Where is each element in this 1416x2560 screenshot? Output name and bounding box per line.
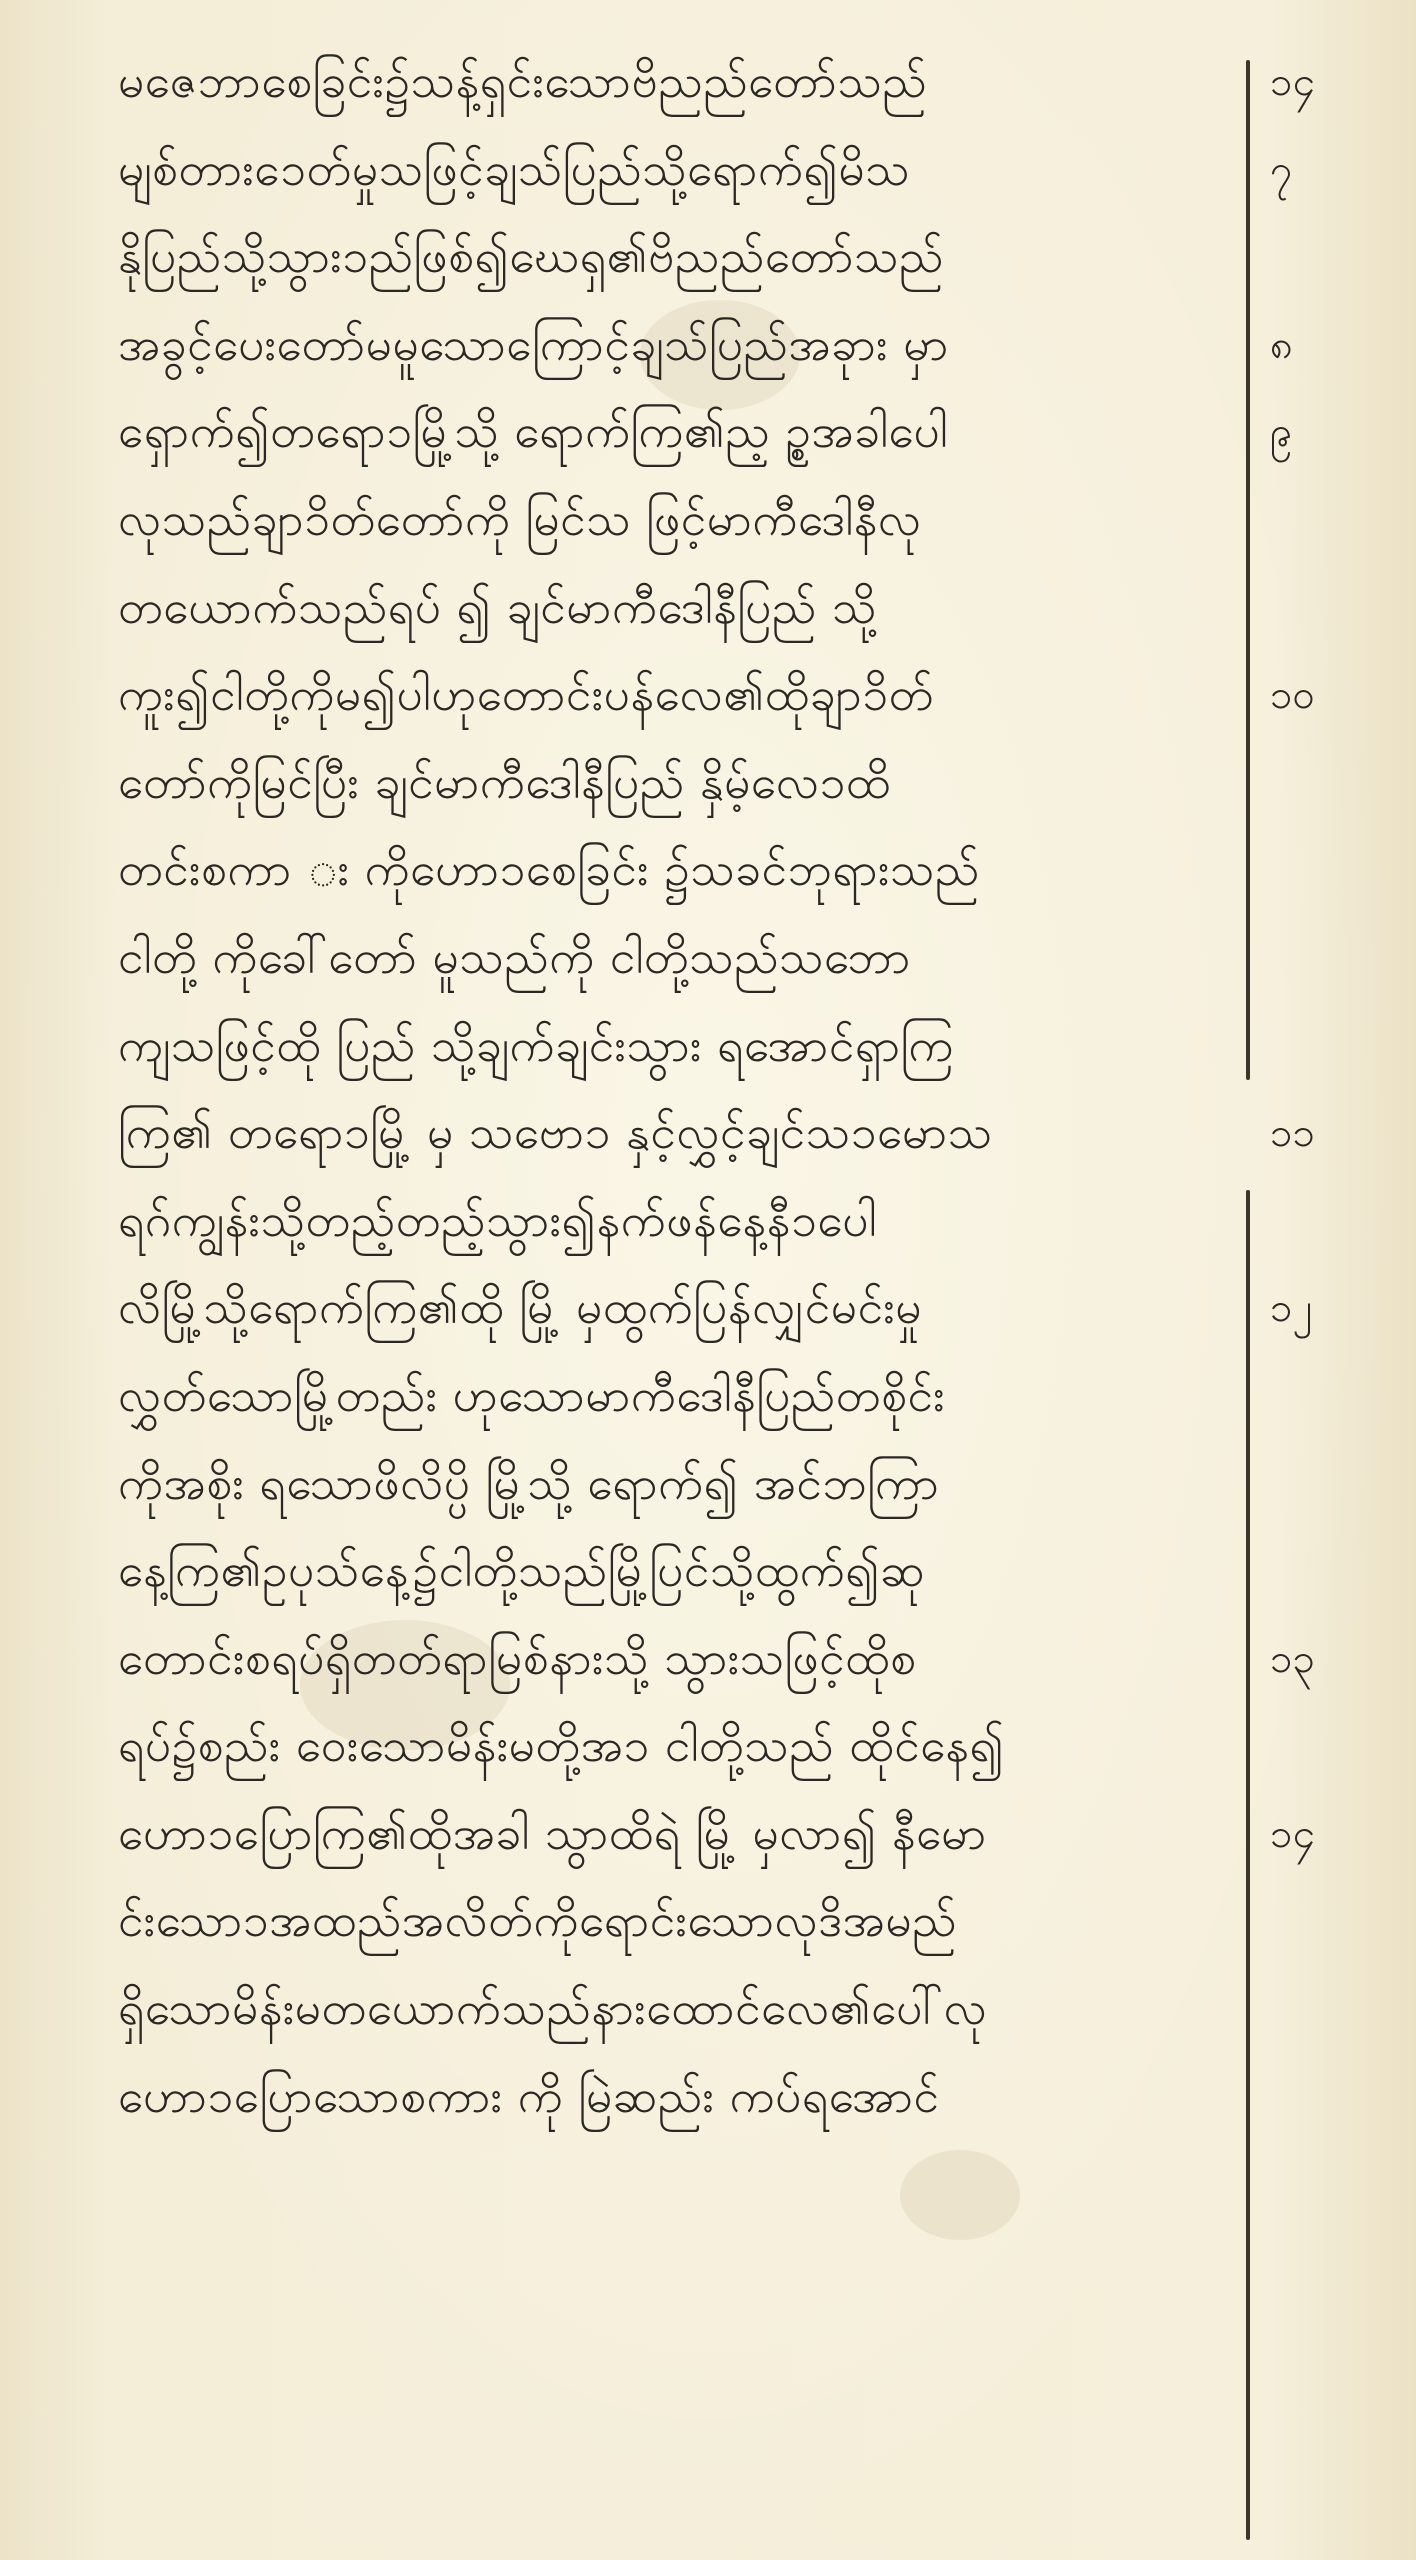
text-line: လုသည်ချာ၁ိတ်တော်ကို မြင်သ ဖြင့်မာကီဒေါနီလု bbox=[118, 491, 922, 546]
text-line: ရဂ်ကျွန်းသို့တည့်တည့်သွား၍နက်ဖန်နေ့နီ၁ပေါ bbox=[118, 1192, 877, 1247]
text-line: တောင်းစရပ်ရှိတတ်ရာမြစ်နားသို့ သွားသဖြင့်ထိုစ bbox=[118, 1630, 917, 1685]
verse-number: ၁၀ bbox=[1270, 672, 1315, 719]
text-line: ငါတို့ ကိုခေါ်တော် မူသည်ကို ငါတို့သည်သဘော bbox=[118, 929, 911, 984]
margin-rule-upper bbox=[1246, 60, 1250, 1080]
text-line: င်းသော၁အထည်အလိတ်ကိုရောင်းသောလုဒိအမည် bbox=[118, 1893, 958, 1948]
verse-number: ၁၂ bbox=[1270, 1285, 1313, 1332]
verse-number: ၈ bbox=[1270, 321, 1293, 368]
verse-number: ၁၄ bbox=[1270, 1811, 1315, 1857]
verse-number: ၉ bbox=[1270, 409, 1293, 456]
text-line: ကျသဖြင့်ထို ပြည် သို့ချက်ချင်းသွား ရအောင်ရှာကြ bbox=[118, 1017, 954, 1072]
verse-number-column bbox=[1270, 38, 1390, 2138]
text-line: ကြ၏ တရော၁မြို့ မှ သဗော၁ နှင့်လွှင့်ချင်သ၁မောသ bbox=[118, 1105, 993, 1160]
text-line: မဇေဘာစေခြင်း၌သန့်ရှင်းသောဗိညည်တော်သည် bbox=[118, 54, 928, 108]
paper-stain bbox=[900, 2150, 1020, 2240]
text-line: ကိုအစိုး ရသောဖိလိပ္ပိ မြို့သို့ ရောက်၍ အင်ဘကြာ bbox=[118, 1455, 940, 1510]
verse-number: ၁၁ bbox=[1270, 1110, 1315, 1157]
text-line: လွှတ်သောမြို့တည်း ဟုသောမာကီဒေါနီပြည်တစိုင်း bbox=[118, 1367, 946, 1422]
text-line: ရှိသောမိန်းမတယောက်သည်နားထောင်လေ၏ပေါ်လု bbox=[118, 1981, 988, 2036]
text-line: ရပ်၌စည်း ဝေးသောမိန်းမတို့အ၁ ငါတို့သည် ထိုင်နေ၍ bbox=[118, 1718, 1005, 1773]
verse-number: ၁၃ bbox=[1270, 1635, 1315, 1682]
text-line: ဟော၁ပြောသောစကား ကို မြဲဆည်း ကပ်ရအောင် bbox=[118, 2068, 940, 2123]
text-line: မျစ်တား၁ေတ်မှုသဖြင့်ချသ်ပြည်သို့ရောက်၍မိသ bbox=[118, 141, 911, 196]
text-line: ကူး၍ငါတို့ကိုမ၍ပါဟုတောင်းပန်လေ၏ထိုချာ၁ိတ် bbox=[118, 667, 934, 722]
text-line: တင်းစကာ း ကိုဟော၁စေခြင်း ၌သခင်ဘုရားသည် bbox=[118, 842, 980, 897]
text-line: တော်ကိုမြင်ပြီး ချင်မာကီဒေါနီပြည် နှိမ့်လေ၁ထိ bbox=[118, 754, 891, 809]
text-line: ရှောက်၍တရော၁မြို့သို့ ရောက်ကြ၏ည့ ဉ္စအခါပေါ bbox=[118, 404, 949, 459]
text-line: လိမြို့သို့ရောက်ကြ၏ထို မြို့ မှထွက်ပြန်လျှင်မင်းမှု bbox=[118, 1280, 923, 1335]
verse-number: ၇ bbox=[1270, 146, 1293, 193]
text-line: ဟော၁ပြောကြ၏ထိုအခါ သွာထိရဲ မြို့ မှလာ၍ နီမော bbox=[118, 1805, 987, 1860]
text-line: အခွင့်ပေးတော်မမူသောကြောင့်ချသ်ပြည်အခုား မှာ bbox=[118, 316, 949, 371]
margin-rule-lower bbox=[1246, 1190, 1250, 2540]
body-text bbox=[118, 38, 1218, 2140]
verse-number: ၁၄ bbox=[1270, 59, 1315, 105]
text-line: နိုပြည်သို့သွား၁ည်ဖြစ်၍ဃေရှ၏ဗိညည်တော်သည် bbox=[118, 229, 944, 284]
text-line: နေ့ကြ၏ဥပုသ်နေ့၌ငါတို့သည်မြို့ပြင်သို့ထွက်၍ဆု bbox=[118, 1543, 926, 1598]
text-line: တယောက်သည်ရပ် ၍ ချင်မာကီဒေါနီပြည် သို့ bbox=[118, 579, 877, 634]
